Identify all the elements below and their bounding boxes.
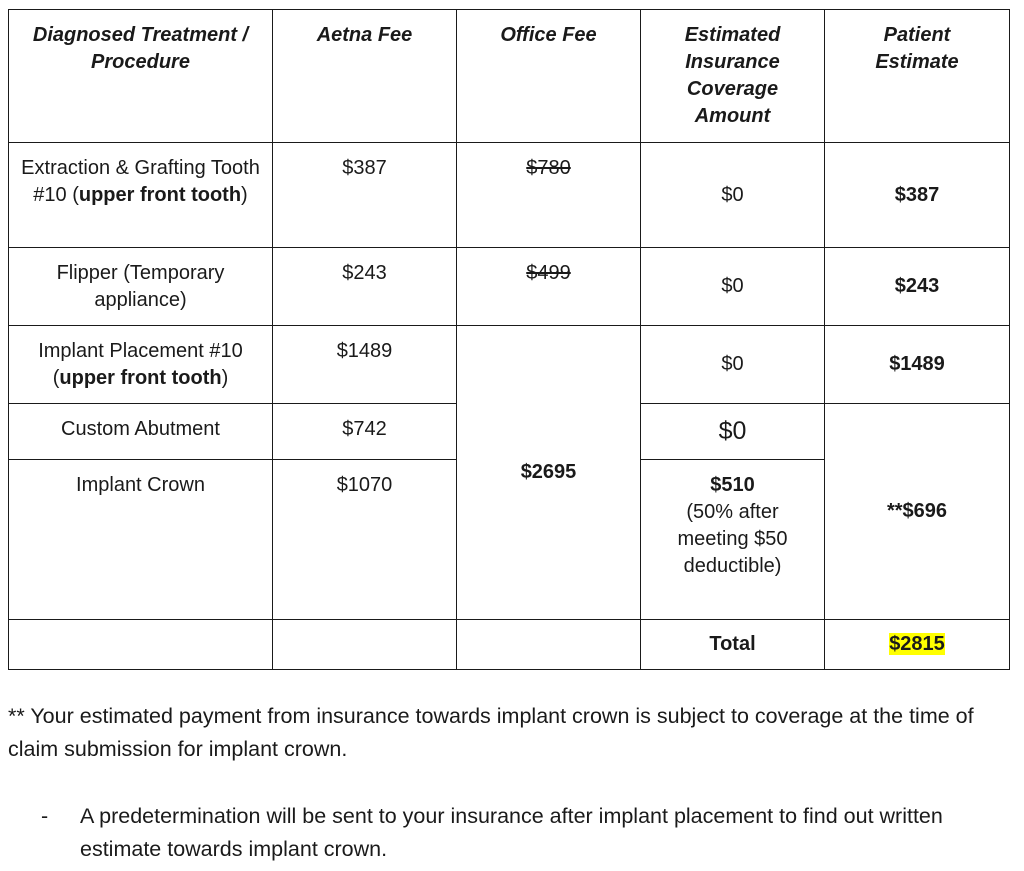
patient-estimate-merged-cell: **$696 — [825, 404, 1010, 620]
table-row — [9, 248, 1010, 326]
total-value-cell — [825, 620, 1010, 670]
table-header-row — [9, 10, 1010, 143]
header-treatment: Diagnosed Treatment / Procedure — [9, 10, 273, 143]
empty-cell — [273, 620, 457, 670]
table-row — [9, 143, 1010, 248]
treatment-text-end: ) — [221, 367, 229, 389]
patient-estimate-cell: $243 — [825, 248, 1010, 326]
treatment-text: Implant Placement #10 ( — [38, 340, 243, 389]
total-row — [9, 620, 1010, 670]
treatment-cell — [9, 143, 273, 248]
footnote: ** Your estimated payment from insurance towards implant crown is subject to coverage at the time of claim submission for implant crown. — [8, 704, 974, 761]
header-office-fee: Office Fee — [457, 10, 641, 143]
empty-cell — [457, 620, 641, 670]
empty-cell — [9, 620, 273, 670]
office-fee-merged-cell: $2695 — [457, 326, 641, 620]
office-fee-cell: $499 — [457, 248, 641, 326]
treatment-location: upper front tooth — [78, 184, 242, 206]
aetna-fee-cell: $1489 — [273, 326, 457, 404]
coverage-cell: $0 — [641, 248, 825, 326]
patient-estimate-cell: $1489 — [825, 326, 1010, 404]
treatment-cell: Custom Abutment — [9, 404, 273, 460]
header-patient-estimate: Patient Estimate — [825, 10, 1010, 143]
aetna-fee-cell: $1070 — [273, 460, 457, 620]
bullet-text: A predetermination will be sent to your insurance after implant placement to find out written estimate towards implant crown. — [80, 804, 943, 861]
header-aetna-fee: Aetna Fee — [273, 10, 457, 143]
treatment-cell: Flipper (Temporary appliance) — [9, 248, 273, 326]
coverage-amount: $510 — [710, 474, 755, 496]
coverage-cell: $0 — [641, 143, 825, 248]
treatment-location: upper front tooth — [59, 367, 222, 389]
table-row — [9, 326, 1010, 404]
bullet-marker: - — [41, 804, 49, 828]
coverage-cell — [641, 460, 825, 620]
header-coverage: Estimated Insurance Coverage Amount — [641, 10, 825, 143]
total-label: Total — [641, 620, 825, 670]
treatment-cell: Implant Crown — [9, 460, 273, 620]
total-value: $2815 — [889, 633, 945, 655]
aetna-fee-cell: $243 — [273, 248, 457, 326]
treatment-estimate-table — [8, 9, 1010, 670]
coverage-cell: $0 — [641, 404, 825, 460]
aetna-fee-cell: $387 — [273, 143, 457, 248]
treatment-text: Extraction & Grafting Tooth #10 ( — [21, 157, 260, 206]
coverage-note: (50% after meeting $50 deductible) — [677, 501, 788, 577]
aetna-fee-cell: $742 — [273, 404, 457, 460]
office-fee-cell: $780 — [457, 143, 641, 248]
coverage-cell: $0 — [641, 326, 825, 404]
treatment-cell — [9, 326, 273, 404]
treatment-text-end: ) — [241, 184, 248, 206]
patient-estimate-cell: $387 — [825, 143, 1010, 248]
